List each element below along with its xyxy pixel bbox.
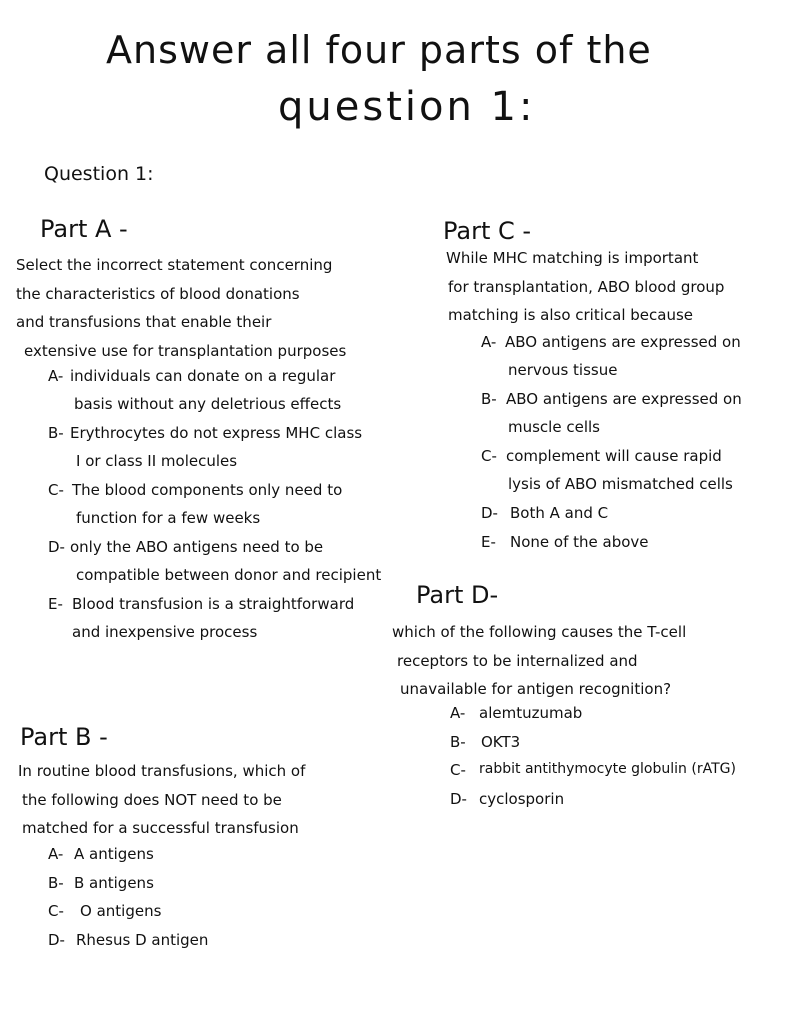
part-c-stem-line: While MHC matching is important — [446, 249, 699, 267]
part-d-stem — [392, 618, 686, 704]
option-text: basis without any deletrious effects — [74, 395, 342, 413]
option-letter: A- — [481, 333, 497, 351]
option-letter: D- — [450, 789, 467, 808]
option-letter: A- — [48, 367, 64, 385]
part-d-heading: Part D- — [416, 581, 499, 609]
option-text: rabbit antithymocyte globulin (rATG) — [479, 761, 736, 777]
option-letter: D- — [48, 930, 65, 949]
option-a — [481, 333, 781, 390]
option-a — [450, 704, 780, 733]
part-b-heading: Part B - — [20, 723, 108, 751]
option-c — [450, 761, 780, 790]
option-text: I or class II molecules — [76, 452, 238, 470]
title-line-1: Answer all four parts of the — [106, 28, 652, 72]
option-letter: E- — [48, 595, 63, 613]
option-b — [450, 733, 780, 762]
option-c — [481, 447, 781, 504]
option-letter: C- — [481, 447, 497, 465]
option-text: only the ABO antigens need to be — [70, 538, 324, 556]
option-text: complement will cause rapid — [506, 447, 722, 465]
option-e — [481, 533, 781, 562]
part-c-stem — [446, 244, 724, 330]
part-b-stem — [18, 757, 305, 843]
option-letter: B- — [481, 390, 497, 408]
option-b — [48, 424, 378, 481]
option-text: alemtuzumab — [479, 704, 583, 722]
part-b-options — [48, 845, 308, 959]
part-d-options — [450, 704, 780, 818]
part-b-stem-line: In routine blood transfusions, which of — [18, 762, 306, 780]
part-a-options — [48, 367, 382, 652]
option-text: The blood components only need to — [72, 481, 343, 499]
option-text: Rhesus D antigen — [76, 930, 209, 949]
question-label: Question 1: — [44, 163, 154, 185]
option-text: compatible between donor and recipient — [76, 566, 382, 584]
option-d — [481, 504, 781, 533]
option-letter: B- — [48, 424, 64, 442]
part-d-stem-line: which of the following causes the T-cell — [392, 623, 687, 641]
option-letter: C- — [450, 761, 466, 779]
option-a — [48, 367, 378, 424]
part-c-stem-line: matching is also critical because — [448, 306, 694, 324]
option-text: individuals can donate on a regular — [70, 367, 336, 385]
option-text: ABO antigens are expressed on — [506, 390, 742, 408]
part-d-stem-line: unavailable for antigen recognition? — [400, 680, 672, 698]
part-d-stem-line: receptors to be internalized and — [397, 651, 638, 670]
option-b — [481, 390, 781, 447]
part-a-stem-line: extensive use for transplantation purposes — [24, 341, 347, 360]
part-c-stem-line: for transplantation, ABO blood group — [448, 277, 725, 296]
option-letter: E- — [481, 532, 496, 551]
option-letter: A- — [450, 704, 466, 722]
option-text: OKT3 — [481, 732, 521, 751]
part-a-heading: Part A - — [40, 215, 128, 243]
option-text: B antigens — [74, 873, 154, 892]
option-text: cyclosporin — [479, 789, 565, 808]
option-letter: D- — [48, 538, 65, 556]
option-letter: D- — [481, 504, 498, 522]
option-d — [450, 790, 780, 819]
option-text: A antigens — [74, 845, 154, 863]
option-d — [48, 931, 308, 960]
option-letter: B- — [450, 732, 466, 751]
option-text: None of the above — [510, 532, 649, 551]
option-text: O antigens — [80, 902, 162, 920]
option-e — [48, 595, 378, 652]
option-text: Erythrocytes do not express MHC class — [70, 424, 363, 442]
part-a-stem-line: and transfusions that enable their — [16, 313, 272, 331]
part-c-options — [481, 333, 781, 561]
part-b-stem-line: the following does NOT need to be — [22, 790, 282, 809]
option-b — [48, 874, 308, 903]
part-a-stem-line: Select the incorrect statement concerning — [16, 256, 333, 274]
option-letter: C- — [48, 902, 64, 920]
option-d — [48, 538, 382, 595]
option-a — [48, 845, 308, 874]
title-line-2: question 1: — [278, 84, 536, 130]
part-c-heading: Part C - — [443, 217, 532, 245]
option-text: lysis of ABO mismatched cells — [508, 475, 733, 493]
option-text: nervous tissue — [508, 361, 618, 379]
part-a-stem-line: the characteristics of blood donations — [16, 284, 300, 303]
option-text: function for a few weeks — [76, 509, 261, 527]
option-text: ABO antigens are expressed on — [505, 333, 741, 351]
option-text: muscle cells — [508, 418, 600, 436]
option-letter: B- — [48, 873, 64, 892]
option-c — [48, 902, 308, 931]
part-b-stem-line: matched for a successful transfusion — [22, 819, 299, 837]
option-text: Both A and C — [510, 504, 609, 522]
option-text: Blood transfusion is a straightforward — [72, 595, 355, 613]
option-letter: C- — [48, 481, 64, 499]
option-text: and inexpensive process — [72, 623, 258, 641]
option-c — [48, 481, 378, 538]
part-a-stem — [16, 251, 346, 365]
option-letter: A- — [48, 845, 64, 863]
